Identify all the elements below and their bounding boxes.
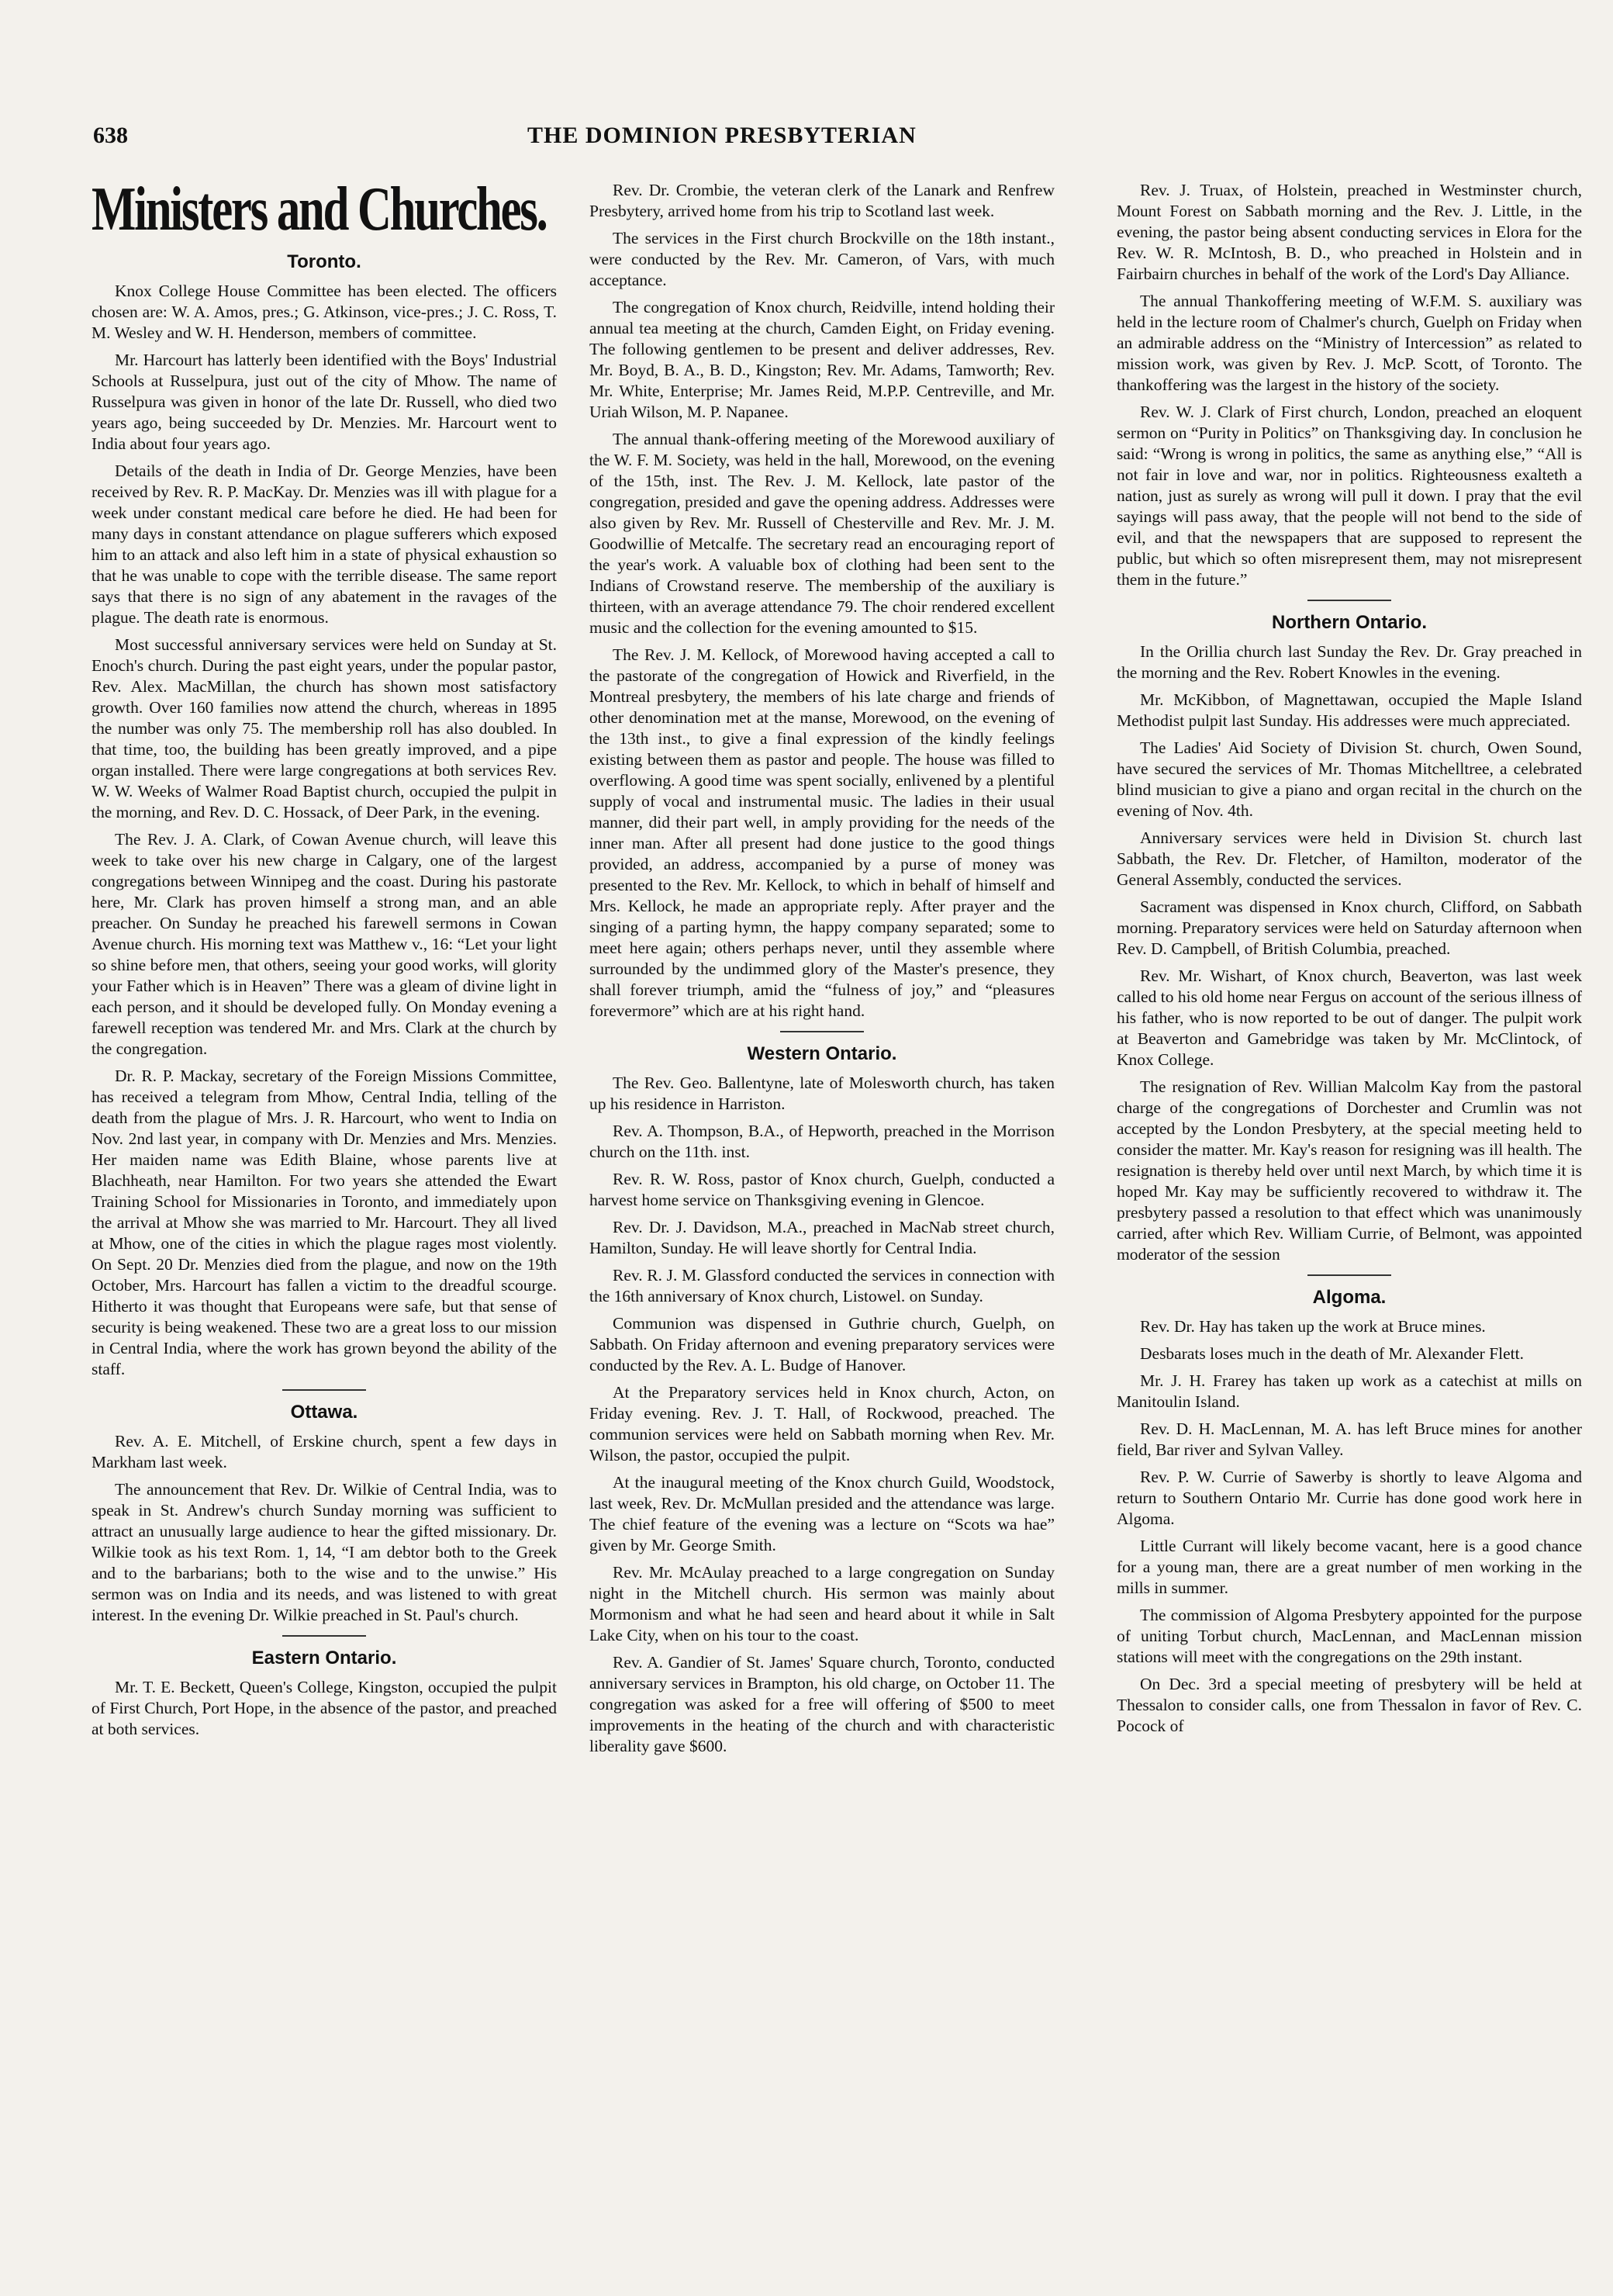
paragraph: Rev. Dr. Hay has taken up the work at Bruce mines. bbox=[1140, 1317, 1486, 1336]
paragraph: Rev. Dr. Crombie, the veteran clerk of the Lanark and Renfrew Presbytery, arrived home from his trip to Scotland last week. bbox=[589, 181, 1055, 220]
paragraph: The services in the First church Brockville on the 18th instant., were conducted by the Rev. Mr. Cameron, of Vars, with much acceptance. bbox=[589, 229, 1055, 289]
paragraph: At the Preparatory services held in Knox church, Acton, on Friday evening. Rev. J. T. Hall, of Rockwood, preached. The communion services were held on Sabbath morning when Rev. Mr. Wilson, the pastor, occupied the pulpit. bbox=[589, 1383, 1055, 1464]
paragraph: Rev. D. H. MacLennan, M. A. has left Bruce mines for another field, Bar river and Sylvan Valley. bbox=[1117, 1419, 1582, 1459]
section-heading-algoma: Algoma. bbox=[1312, 1287, 1387, 1308]
paragraph: Rev. Mr. Wishart, of Knox church, Beaverton, was last week called to his old home near Fergus on account of the serious illness of his father, who is now reported to be out of danger. The pulpit work at Beaverton and Gamebridge was taken by Mr. McClintock, of Knox College. bbox=[1117, 966, 1582, 1069]
paragraph: The Rev. Geo. Ballentyne, late of Molesworth church, has taken up his residence in Harriston. bbox=[589, 1074, 1055, 1113]
paragraph: Rev. R. W. Ross, pastor of Knox church, Guelph, conducted a harvest home service on Thanksgiving evening in Glencoe. bbox=[589, 1170, 1055, 1209]
paragraph: Rev. A. Thompson, B.A., of Hepworth, preached in the Morrison church on the 11th. inst. bbox=[589, 1122, 1055, 1161]
section-divider bbox=[1307, 1274, 1391, 1276]
paragraph: Rev. R. J. M. Glassford conducted the services in connection with the 16th anniversary of Knox church, Listowel. on Sunday. bbox=[589, 1266, 1055, 1305]
page-number: 638 bbox=[93, 123, 128, 148]
paragraph: Rev. J. Truax, of Holstein, preached in Westminster church, Mount Forest on Sabbath morning and the Rev. J. Little, in the evening, the pastor being absent conducting services in Elora for the Rev. W. R. McIntosh, B. D., who preached in Holstein and in Fairbairn churches in behalf of the work of the Lord's Day Alliance. bbox=[1117, 181, 1582, 283]
paragraph: Dr. R. P. Mackay, secretary of the Foreign Missions Committee, has received a telegram from Mhow, Central India, telling of the death from the plague of Mrs. J. R. Harcourt, who went to India on Nov. 2nd last year, in company with Dr. Menzies and Mrs. Menzies. Her maiden name was Edith Blaine, whose parents live at Blachheath, near Hamilton. For two years she attended the Ewart Training School for Missionaries in Toronto, and immediately upon the arrival at Mhow she was married to Mr. Harcourt. They all lived at Mhow, one of the cities in which the plague rages most violently. On Sept. 20 Dr. Menzies died from the plague, and now on the 19th October, Mrs. Harcourt has fallen a victim to the dreadful scourge. Hitherto it was thought that Europeans were safe, but that sense of security is being weakened. These two are a great loss to our mission in Central India, where the work has grown beyond the ability of the staff. bbox=[92, 1067, 557, 1378]
paragraph: The Ladies' Aid Society of Division St. church, Owen Sound, have secured the services of Mr. Thomas Mitchelltree, a celebrated blind musician to give a piano and organ recital in the church on the evening of Nov. 4th. bbox=[1117, 738, 1582, 820]
paragraph: Mr. McKibbon, of Magnettawan, occupied the Maple Island Methodist pulpit last Sunday. His addresses were much appreciated. bbox=[1117, 690, 1582, 730]
paragraph: At the inaugural meeting of the Knox church Guild, Woodstock, last week, Rev. Dr. McMullan presided and the attendance was large. The chief feature of the evening was a lecture on “Scots wa hae” given by Mr. George Smith. bbox=[589, 1473, 1055, 1554]
section-heading-toronto: Toronto. bbox=[287, 251, 361, 272]
page-header bbox=[93, 123, 1117, 154]
section-heading-western-ontario: Western Ontario. bbox=[747, 1043, 897, 1064]
paragraph: Little Currant will likely become vacant, here is a good chance for a young man, there are a great number of men working in the mills in summer. bbox=[1117, 1537, 1582, 1597]
paragraph: The annual Thankoffering meeting of W.F.M. S. auxiliary was held in the lecture room of Chalmer's church, Guelph on Friday when an admirable address on the “Ministry of Intercession” as related to mission work, was given by Rev. J. McP. Scott, of Toronto. The thankoffering was the largest in the history of the society. bbox=[1117, 292, 1582, 394]
section-heading-ottawa: Ottawa. bbox=[290, 1402, 358, 1423]
section-heading-northern-ontario: Northern Ontario. bbox=[1271, 612, 1427, 633]
paragraph: The annual thank-offering meeting of the Morewood auxiliary of the W. F. M. Society, was held in the hall, Morewood, on the evening of the 15th, inst. The Rev. J. M. Kellock, late pastor of the congregation, presided and gave the opening address. Addresses were also given by Rev. Mr. Russell of Chesterville and Rev. Mr. J. M. Goodwillie of Metcalfe. The secretary read an encouraging report of the year's work. A valuable box of clothing had been sent to the Indians of Crowstand reserve. The membership of the auxiliary is thirteen, with an average attendance 79. The choir rendered excellent music and the collection for the evening amounted to $15. bbox=[589, 430, 1055, 637]
paragraph: Mr. J. H. Frarey has taken up work as a catechist at mills on Manitoulin Island. bbox=[1117, 1371, 1582, 1411]
section-divider bbox=[282, 1389, 366, 1391]
column-middle bbox=[589, 180, 1055, 2274]
paragraph: The commission of Algoma Presbytery appointed for the purpose of uniting Torbut church, MacLennan, and MacLennan mission stations will meet with the congregations on the 29th instant. bbox=[1117, 1606, 1582, 1666]
section-divider bbox=[1307, 600, 1391, 601]
paragraph: Most successful anniversary services were held on Sunday at St. Enoch's church. During the past eight years, under the popular pastor, Rev. Alex. MacMillan, the church has shown most satisfactory growth. Over 160 families now attend the church, whereas in 1895 the number was only 75. The membership roll has also doubled. In that time, too, the building has been greatly improved, and a pipe organ installed. There were large congregations at both services Rev. W. W. Weeks of Walmer Road Baptist church, occupied the pulpit in the morning, and Rev. D. C. Hossack, of Deer Park, in the evening. bbox=[92, 635, 557, 821]
paragraph: The Rev. J. M. Kellock, of Morewood having accepted a call to the pastorate of the congregation of Howick and Riverfield, in the Montreal presbytery, the members of his late charge and friends of other denomination met at the manse, Morewood, on the evening of the 13th inst., to give a final expression of the kindly feelings existing between them as pastor and people. The house was filled to overflowing. A good time was spent socially, enlivened by a plentiful supply of vocal and instrumental music. The ladies in their usual manner, did their part well, in amply providing for the needs of the inner man. After all present had done justice to the good things provided, an address, accompanied by a purse of money was presented to the Rev. Mr. Kellock, to which in behalf of himself and Mrs. Kellock, he made an appropriate reply. After prayer and the singing of a parting hymn, the happy company separated; some to meet here again; others perhaps never, until they assemble where surrounded by the undimmed glory of the Master's presence, they shall forever triumph, amid the “fulness of joy,” and “pleasures forevermore” which are at his right hand. bbox=[589, 645, 1055, 1020]
column-right bbox=[1117, 180, 1582, 2274]
paragraph: Details of the death in India of Dr. George Menzies, have been received by Rev. R. P. MacKay. Dr. Menzies was ill with plague for a week under constant medical care before he died. He had been for many days in constant attendance on plague sufferers which exposed him to an attack and also left him in a state of physical exhaustion so that he was unable to cope with the terrible disease. The same report says that there is no sign of any abatement in the ravages of the plague. The death rate is enormous. bbox=[92, 462, 557, 627]
paragraph: Sacrament was dispensed in Knox church, Clifford, on Sabbath morning. Preparatory services were held on Saturday afternoon when Rev. D. Campbell, of British Columbia, preached. bbox=[1117, 897, 1582, 958]
masthead-heading: Ministers and Churches. bbox=[92, 178, 547, 244]
section-divider bbox=[780, 1031, 864, 1032]
column-left bbox=[92, 178, 557, 2273]
paragraph: In the Orillia church last Sunday the Rev. Dr. Gray preached in the morning and the Rev. Robert Knowles in the evening. bbox=[1117, 642, 1582, 682]
section-heading-eastern-ontario: Eastern Ontario. bbox=[251, 1648, 397, 1668]
paragraph: Anniversary services were held in Division St. church last Sabbath, the Rev. Dr. Fletcher, of Hamilton, moderator of the General Assembly, conducted the services. bbox=[1117, 828, 1582, 889]
section-divider bbox=[282, 1635, 366, 1637]
paragraph: The Rev. J. A. Clark, of Cowan Avenue church, will leave this week to take over his new charge in Calgary, one of the largest congregations between Winnipeg and the coast. During his pastorate here, Mr. Clark has proven himself a strong man, and an able preacher. On Sunday he preached his farewell sermons in Cowan Avenue church. His morning text was Matthew v., 16: “Let your light so shine before men, that others, seeing your good works, will glority your Father which is in Heaven” There was a gleam of divine light in each person, and it should be developed fully. On Monday evening a farewell reception was tendered Mr. and Mrs. Clark at the church by the congregation. bbox=[92, 830, 557, 1058]
paragraph: Desbarats loses much in the death of Mr. Alexander Flett. bbox=[1140, 1344, 1524, 1363]
paragraph: The congregation of Knox church, Reidville, intend holding their annual tea meeting at the church, Camden Eight, on Friday evening. The following gentlemen to be present and deliver addresses, Rev. Mr. Boyd, B. A., B. D., Kingston; Rev. Mr. Adams, Tamworth; Rev. Mr. White, Enterprise; Mr. James Reid, M.P.P. Centreville, and Mr. Uriah Wilson, M. P. Napanee. bbox=[589, 298, 1055, 421]
paragraph: Rev. A. Gandier of St. James' Square church, Toronto, conducted anniversary services in Brampton, his old charge, on October 11. The congregation was asked for a free will offering of $500 to meet improvements in the heating of the church and with characteristic liberality gave $600. bbox=[589, 1653, 1055, 1755]
paragraph: The announcement that Rev. Dr. Wilkie of Central India, was to speak in St. Andrew's church Sunday morning was sufficient to attract an unusually large audience to hear the gifted missionary. Dr. Wilkie took as his text Rom. 1, 14, “I am debtor both to the Greek and to the barbarians; both to the wise and to the unwise.” His sermon was on India and its needs, and was listened to with great interest. In the evening Dr. Wilkie preached in St. Paul's church. bbox=[92, 1480, 557, 1624]
running-title: THE DOMINION PRESBYTERIAN bbox=[527, 123, 917, 148]
paragraph: Mr. Harcourt has latterly been identified with the Boys' Industrial Schools at Russelpura, just out of the city of Mhow. The name of Russelpura was given in honor of the late Dr. Russell, who died two years ago, being succeeded by Dr. Menzies. Mr. Harcourt went to India about four years ago. bbox=[92, 351, 557, 453]
paragraph: Rev. P. W. Currie of Sawerby is shortly to leave Algoma and return to Southern Ontario Mr. Currie has done good work here in Algoma. bbox=[1117, 1468, 1582, 1528]
paragraph: Communion was dispensed in Guthrie church, Guelph, on Sabbath. On Friday afternoon and evening preparatory services were conducted by the Rev. A. L. Budge of Hanover. bbox=[589, 1314, 1055, 1374]
paragraph: Knox College House Committee has been elected. The officers chosen are: W. A. Amos, pres.; G. Atkinson, vice-pres.; J. C. Ross, T. M. Wesley and W. H. Henderson, members of committee. bbox=[92, 282, 557, 342]
paragraph: Rev. Mr. McAulay preached to a large congregation on Sunday night in the Mitchell church. His sermon was mainly about Mormonism and what he had seen and heard about it while in Salt Lake City, when on his tour to the coast. bbox=[589, 1563, 1055, 1644]
paragraph: Rev. Dr. J. Davidson, M.A., preached in MacNab street church, Hamilton, Sunday. He will leave shortly for Central India. bbox=[589, 1218, 1055, 1257]
paragraph: The resignation of Rev. Willian Malcolm Kay from the pastoral charge of the congregations of Dorchester and Crumlin was not accepted by the London Presbytery, at the special meeting held to consider the matter. Mr. Kay's reason for resigning was ill health. The resignation is thereby held over until next March, by which time it is hoped Mr. Kay may be sufficiently recovered to withdraw it. The presbytery passed a resolution to that effect which was unanimously carried, after which Rev. William Currie, of Belmont, was appointed moderator of the session bbox=[1117, 1077, 1582, 1264]
paragraph: Rev. W. J. Clark of First church, London, preached an eloquent sermon on “Purity in Politics” on Thanksgiving day. In conclusion he said: “Wrong is wrong in politics, the same as anything else,” “All is not fair in love and war, nor in politics. Righteousness exalteth a nation, just as surely as wrong will pull it down. I pray that the evil sayings will pass away, that the people will not bend to the side of evil, and that the newspapers that are supposed to represent the public, but which so often misrepresent them, may not misrepresent them in the future.” bbox=[1117, 403, 1582, 589]
paragraph: Rev. A. E. Mitchell, of Erskine church, spent a few days in Markham last week. bbox=[92, 1432, 557, 1471]
paragraph: Mr. T. E. Beckett, Queen's College, Kingston, occupied the pulpit of First Church, Port Hope, in the absence of the pastor, and preached at both services. bbox=[92, 1678, 557, 1738]
paragraph: On Dec. 3rd a special meeting of presbytery will be held at Thessalon to consider calls, one from Thessalon in favor of Rev. C. Pocock of bbox=[1117, 1675, 1582, 1735]
